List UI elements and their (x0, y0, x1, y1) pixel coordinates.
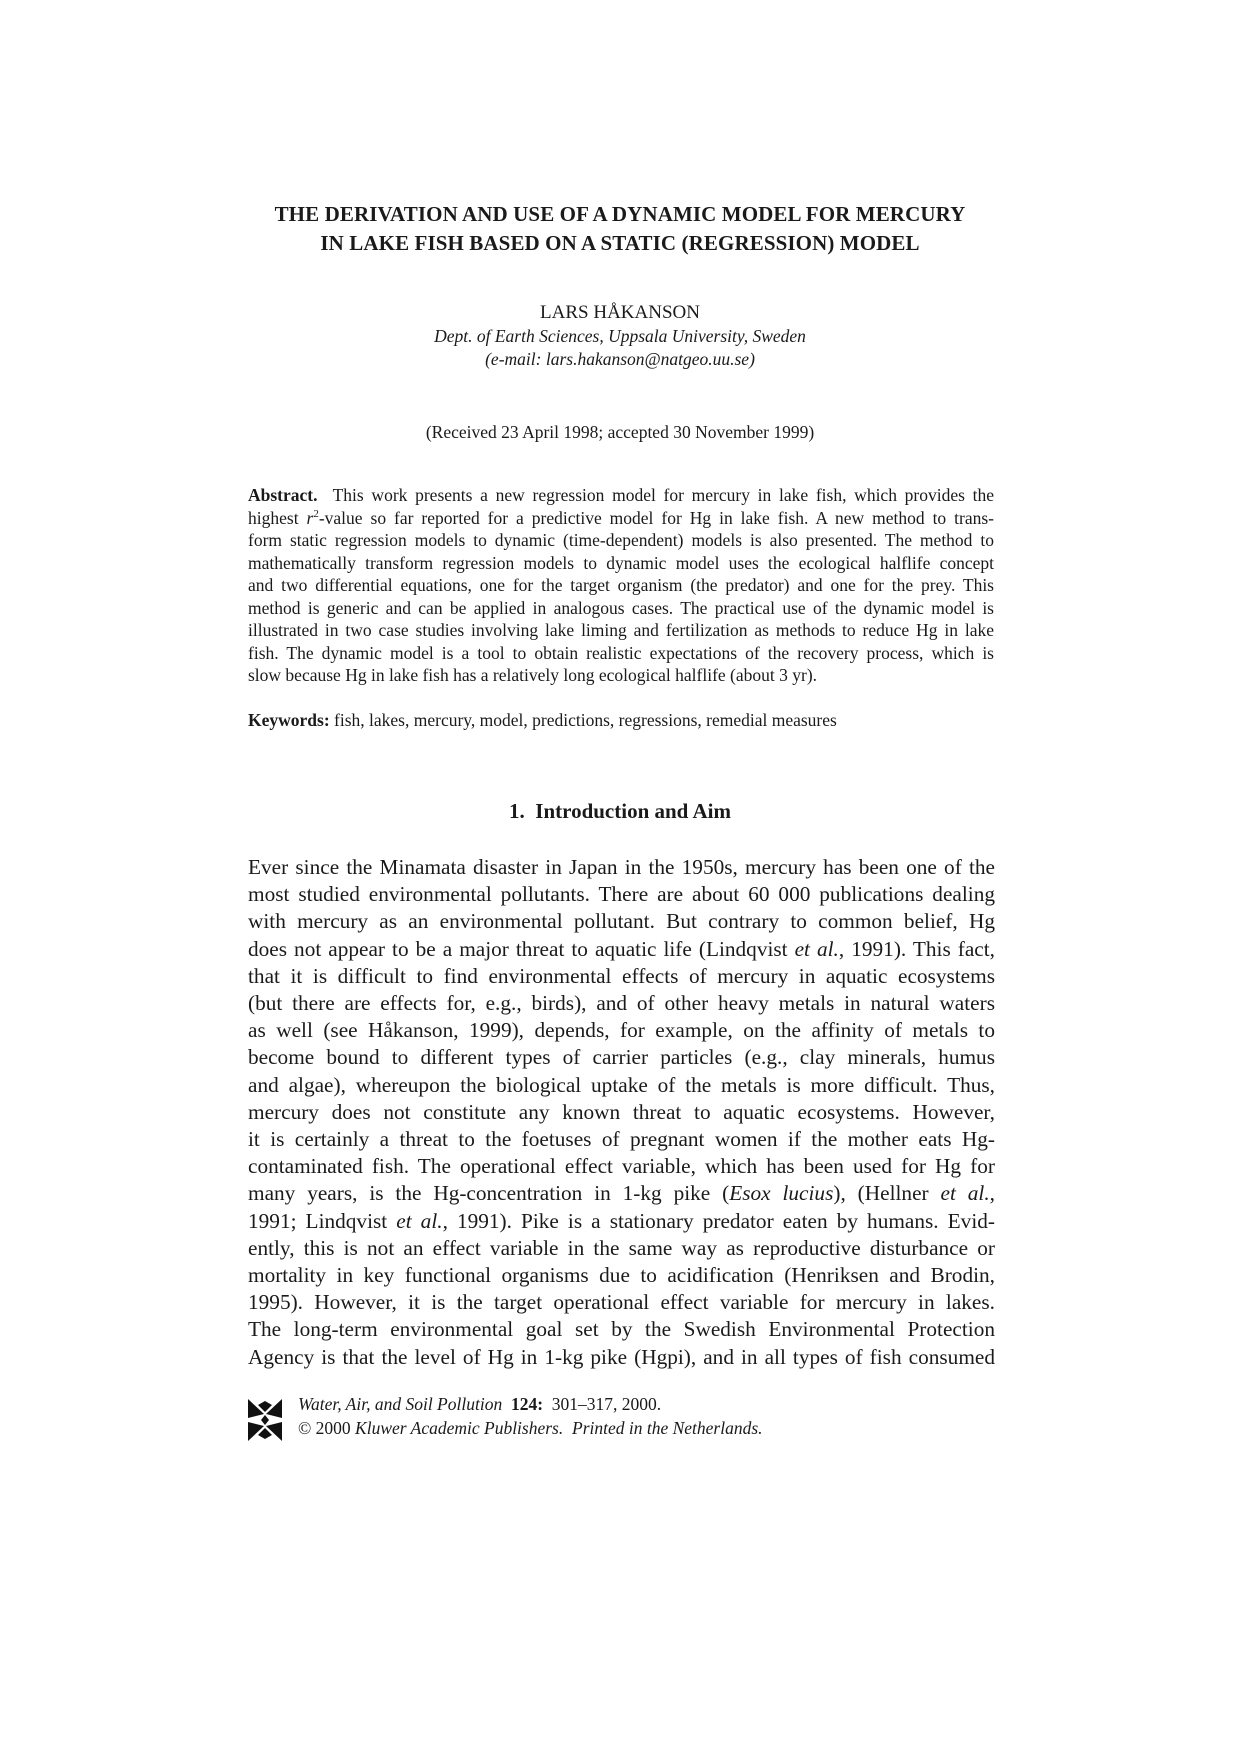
abstract-line: illustrated in two case studies involving lake liming and fertilization as methods to reduce Hg in lake (248, 620, 994, 640)
abstract-line: fish. The dynamic model is a tool to obtain realistic expectations of the recovery process, which is (248, 642, 994, 663)
body-line: most studied environmental pollutants. There are about 60 000 publications dealing (248, 882, 995, 907)
body-line: contaminated fish. The operational effect variable, which has been used for Hg for (248, 1154, 995, 1179)
abstract-line: slow because Hg in lake fish has a relatively long ecological halflife (about 3 yr). (248, 665, 818, 685)
author-name: LARS HÅKANSON (540, 302, 700, 323)
body-line: Agency is that the level of Hg in 1-kg pike (Hgpi), and in all types of fish consumed (248, 1344, 995, 1369)
abstract-line: highest $r^2$-value so far reported for a predictive model for Hg in lake fish. A new method to trans- (248, 507, 994, 528)
journal-volume: 124: (510, 1394, 544, 1414)
keywords-label: Keywords: (248, 710, 330, 730)
paper-title (240, 200, 1000, 258)
abstract (248, 484, 994, 687)
author-affiliation-block (240, 325, 1000, 371)
publisher-logo-icon (248, 1399, 282, 1441)
body-line: Ever since the Minamata disaster in Japan in the 1950s, mercury has been one of the (248, 855, 995, 879)
journal-footer (248, 1393, 1008, 1453)
body-line: The long-term environmental goal set by the Swedish Environmental Protection (248, 1317, 995, 1342)
section-title: Introduction and Aim (535, 799, 731, 823)
body-line: many years, is the Hg-concentration in 1-kg pike (Esox lucius), (Hellner et al., (248, 1181, 995, 1206)
keywords-text: fish, lakes, mercury, model, predictions, regressions, remedial measures (334, 710, 837, 730)
body-line: mortality in key functional organisms due to acidification (Henriksen and Brodin, (248, 1263, 995, 1288)
journal-citation (298, 1393, 661, 1416)
body-line: as well (see Håkanson, 1999), depends, for example, on the affinity of metals to (248, 1018, 995, 1043)
journal-name: Water, Air, and Soil Pollution (298, 1394, 503, 1414)
body-line: 1991; Lindqvist et al., 1991). Pike is a stationary predator eaten by humans. Evid- (248, 1208, 995, 1233)
title-line-2: IN LAKE FISH BASED ON A STATIC (REGRESSION) MODEL (320, 231, 920, 255)
abstract-line: form static regression models to dynamic (time-dependent) models is also presented. The method to (248, 530, 994, 550)
title-line-1: THE DERIVATION AND USE OF A DYNAMIC MODEL FOR MERCURY (274, 202, 966, 226)
body-line: become bound to different types of carrier particles (e.g., clay minerals, humus (248, 1045, 995, 1070)
body-line: (but there are effects for, e.g., birds), and of other heavy metals in natural waters (248, 991, 995, 1016)
body-line: mercury does not constitute any known threat to aquatic ecosystems. However, (248, 1099, 995, 1124)
section-number: 1. (509, 799, 525, 823)
body-line: and algae), whereupon the biological uptake of the metals is more difficult. Thus, (248, 1072, 995, 1097)
abstract-line: method is generic and can be applied in analogous cases. The practical use of the dynamic model is (248, 597, 994, 618)
body-line: 1995). However, it is the target operational effect variable for mercury in lakes. (248, 1290, 995, 1315)
abstract-line: and two differential equations, one for the target organism (the predator) and one for the prey. This (248, 575, 994, 595)
abstract-line: mathematically transform regression models to dynamic model uses the ecological halflife concept (248, 552, 994, 573)
publisher-name: Kluwer Academic Publishers. (355, 1418, 564, 1438)
abstract-line: Abstract. This work presents a new regression model for mercury in lake fish, which provides the (248, 485, 995, 505)
body-line: it is certainly a threat to the foetuses of pregnant women if the mother eats Hg- (248, 1127, 995, 1152)
abstract-label: Abstract. (248, 485, 318, 505)
section-heading (240, 797, 1000, 825)
keywords (248, 709, 994, 732)
author-email: (e-mail: lars.hakanson@natgeo.uu.se) (485, 349, 755, 369)
body-text (248, 854, 995, 1371)
body-line: with mercury as an environmental pollutant. But contrary to common belief, Hg (248, 909, 995, 934)
body-line: does not appear to be a major threat to aquatic life (Lindqvist et al., 1991). This fact, (248, 936, 995, 961)
author-affiliation: Dept. of Earth Sciences, Uppsala University, Sweden (434, 326, 806, 346)
received-dates: (Received 23 April 1998; accepted 30 November 1999) (425, 422, 815, 442)
r-squared-variable: r (306, 507, 314, 528)
body-line: ently, this is not an effect variable in the same way as reproductive disturbance or (248, 1235, 995, 1260)
body-line: that it is difficult to find environmental effects of mercury in aquatic ecosystems (248, 963, 995, 988)
journal-pages: 301–317, 2000. (551, 1394, 662, 1414)
copyright-line: © 2000 Kluwer Academic Publishers. Printed in the Netherlands. (298, 1418, 763, 1438)
printed-in: Printed in the Netherlands. (572, 1418, 763, 1438)
